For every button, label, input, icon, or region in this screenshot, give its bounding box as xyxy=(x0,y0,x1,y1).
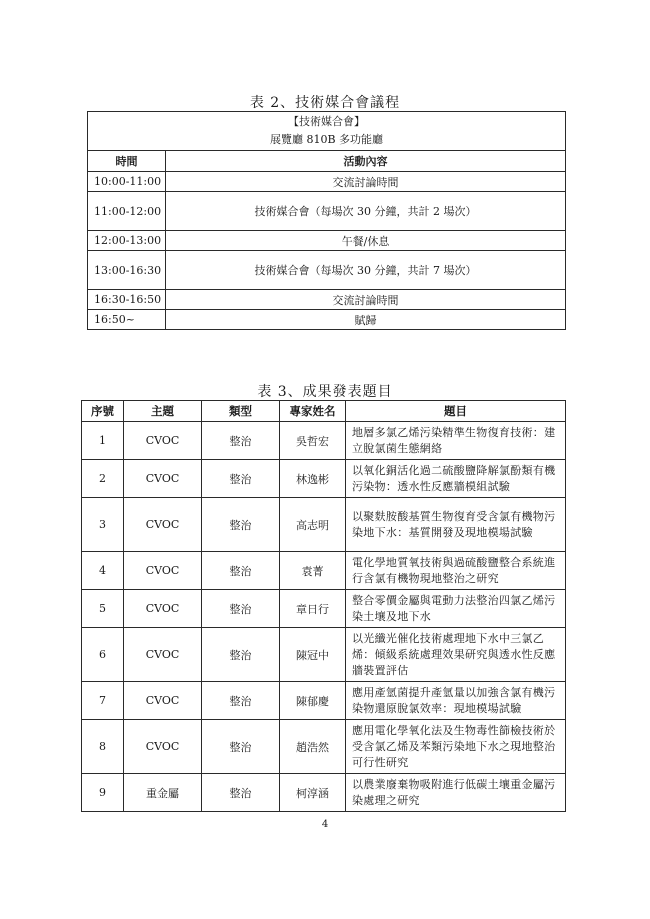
row-topic: 重金屬 xyxy=(124,774,202,812)
row-number: 7 xyxy=(82,682,124,720)
row-topic: CVOC xyxy=(124,628,202,682)
table-row xyxy=(88,231,566,251)
table-row xyxy=(82,422,566,460)
agenda-header-row xyxy=(88,112,566,151)
row-number: 2 xyxy=(82,460,124,498)
row-topic: CVOC xyxy=(124,460,202,498)
table-row xyxy=(82,460,566,498)
agenda-content: 交流討論時間 xyxy=(166,290,566,310)
row-number: 4 xyxy=(82,552,124,590)
agenda-header xyxy=(88,112,566,151)
row-type: 整治 xyxy=(202,498,280,552)
agenda-content: 午餐/休息 xyxy=(166,231,566,251)
topics-column-headers xyxy=(82,401,566,422)
row-type: 整治 xyxy=(202,720,280,774)
row-title: 以聚麩胺酸基質生物復育受含氯有機物污染地下水：基質開發及現地模場試驗 xyxy=(346,498,566,552)
row-topic: CVOC xyxy=(124,498,202,552)
table-row xyxy=(88,251,566,290)
presentation-topics-table xyxy=(81,400,566,812)
row-topic: CVOC xyxy=(124,590,202,628)
row-title: 整合零價金屬與電動力法整治四氯乙烯污染土壤及地下水 xyxy=(346,590,566,628)
table-row xyxy=(88,192,566,231)
agenda-event-name: 【技術媒合會】 xyxy=(288,115,365,128)
table-row xyxy=(82,498,566,552)
table-row xyxy=(82,774,566,812)
agenda-time: 16:50~ xyxy=(88,310,166,330)
row-type: 整治 xyxy=(202,552,280,590)
col-topic: 主題 xyxy=(124,401,202,422)
table3-caption: 表 3、成果發表題目 xyxy=(257,384,393,400)
row-expert: 袁菁 xyxy=(280,552,346,590)
row-expert: 趙浩然 xyxy=(280,720,346,774)
row-title: 以農業廢棄物吸附進行低碳土壤重金屬污染處理之研究 xyxy=(346,774,566,812)
row-type: 整治 xyxy=(202,590,280,628)
table-row xyxy=(82,552,566,590)
row-title: 地層多氯乙烯污染精準生物復育技術：建立脫氯菌生態網絡 xyxy=(346,422,566,460)
table-row xyxy=(82,720,566,774)
row-title: 以光纖光催化技術處理地下水中三氯乙烯：傾級系統處理效果研究與透水性反應牆裝置評估 xyxy=(346,628,566,682)
row-type: 整治 xyxy=(202,774,280,812)
row-number: 5 xyxy=(82,590,124,628)
agenda-content: 交流討論時間 xyxy=(166,172,566,192)
agenda-time: 12:00-13:00 xyxy=(88,231,166,251)
agenda-content: 技術媒合會（每場次 30 分鐘，共計 7 場次） xyxy=(166,251,566,290)
row-type: 整治 xyxy=(202,682,280,720)
agenda-time: 16:30-16:50 xyxy=(88,290,166,310)
agenda-time: 13:00-16:30 xyxy=(88,251,166,290)
row-type: 整治 xyxy=(202,460,280,498)
agenda-column-headers xyxy=(88,151,566,172)
table2-caption: 表 2、技術媒合會議程 xyxy=(249,95,401,111)
table-row xyxy=(82,628,566,682)
col-expert: 專家姓名 xyxy=(280,401,346,422)
table-row xyxy=(88,172,566,192)
col-title: 題目 xyxy=(346,401,566,422)
row-expert: 陳冠中 xyxy=(280,628,346,682)
table-row xyxy=(82,682,566,720)
row-expert: 柯淳涵 xyxy=(280,774,346,812)
row-number: 9 xyxy=(82,774,124,812)
agenda-content: 賦歸 xyxy=(166,310,566,330)
row-topic: CVOC xyxy=(124,682,202,720)
col-type: 類型 xyxy=(202,401,280,422)
row-title: 應用電化學氧化法及生物毒性篩檢技術於受含氯乙烯及苯類污染地下水之現地整治可行性研究 xyxy=(346,720,566,774)
agenda-time: 10:00-11:00 xyxy=(88,172,166,192)
row-number: 1 xyxy=(82,422,124,460)
page-number: 4 xyxy=(321,819,329,830)
row-title: 以氧化銅活化過二硫酸鹽降解氯酚類有機污染物：透水性反應牆模組試驗 xyxy=(346,460,566,498)
agenda-col-content: 活動內容 xyxy=(166,151,566,172)
row-number: 3 xyxy=(82,498,124,552)
row-number: 6 xyxy=(82,628,124,682)
row-expert: 林逸彬 xyxy=(280,460,346,498)
row-topic: CVOC xyxy=(124,720,202,774)
agenda-content: 技術媒合會（每場次 30 分鐘，共計 2 場次） xyxy=(166,192,566,231)
agenda-col-time: 時間 xyxy=(88,151,166,172)
row-type: 整治 xyxy=(202,628,280,682)
row-topic: CVOC xyxy=(124,552,202,590)
row-expert: 吳哲宏 xyxy=(280,422,346,460)
row-type: 整治 xyxy=(202,422,280,460)
row-title: 應用產氫菌提升產氫量以加強含氯有機污染物還原脫氯效率：現地模場試驗 xyxy=(346,682,566,720)
col-number: 序號 xyxy=(82,401,124,422)
row-expert: 陳郁慶 xyxy=(280,682,346,720)
row-title: 電化學地質氧技術與過硫酸鹽整合系統進行含氯有機物現地整治之研究 xyxy=(346,552,566,590)
table-row xyxy=(82,590,566,628)
row-number: 8 xyxy=(82,720,124,774)
agenda-table xyxy=(87,111,566,330)
row-expert: 高志明 xyxy=(280,498,346,552)
table-row xyxy=(88,310,566,330)
row-topic: CVOC xyxy=(124,422,202,460)
agenda-venue: 展覽廳 810B 多功能廳 xyxy=(269,133,384,146)
table-row xyxy=(88,290,566,310)
agenda-time: 11:00-12:00 xyxy=(88,192,166,231)
row-expert: 章日行 xyxy=(280,590,346,628)
